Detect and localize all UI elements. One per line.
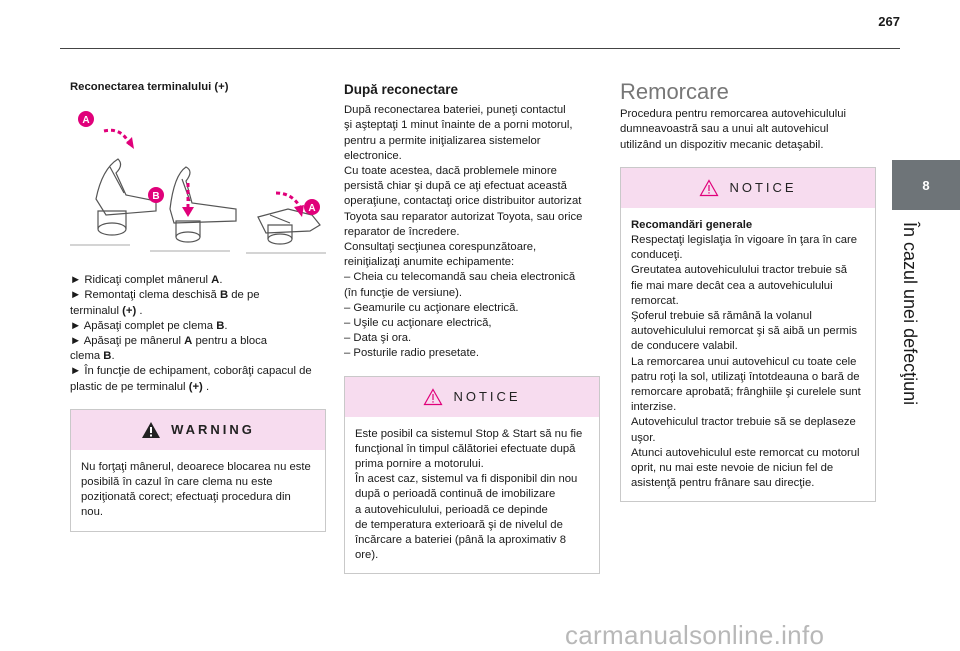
notice-line: Greutatea autovehiculului tractor trebuie să [631,264,848,277]
text-line: Toyota sau reparator autorizat Toyota, sau orice [344,210,583,223]
section-title-after-reconnect: După reconectare [344,82,459,97]
step-line: ► Apăsaţi complet pe clema B. [70,319,228,332]
notice-line: asistenţă pentru frânare sau direcţie. [631,477,815,490]
column-towing [620,79,876,502]
notice-line: oprit, nu mai este nevoie de niciun fel de [631,462,834,475]
warning-line: posibilă în cazul în care clema nu este [81,476,273,489]
warning-title: WARNING [171,422,255,438]
warning-line: Nu forţaţi mânerul, deoarece blocarea nu este [81,460,311,473]
text-line: dumneavoastră sau a unui alt autovehicul [620,123,829,136]
text-line: – Data şi ora. [344,332,412,345]
warning-text [71,450,325,521]
notice-line: încărcare a bateriei (până la aproximativ 8 [355,534,566,547]
notice-heading: Recomandări generale [631,218,753,231]
step-line: plastic de pe terminalul (+) . [70,380,210,393]
text-line: pentru a permite iniţializarea sistemelor [344,134,541,147]
notice-title: NOTICE [453,389,521,405]
notice-line: a autovehiculului, perioadă ce depinde [355,503,548,516]
notice-text [345,417,599,564]
text-line: şi aşteptaţi 1 minut înainte de a porni motorul, [344,119,573,132]
notice-line: după o perioadă continuă de imobilizare [355,488,556,501]
notice-line: conduceţi. [631,249,683,262]
text-line: – Cheia cu telecomandă sau cheia electronică [344,271,576,284]
text-line: operaţiune, contactaţi orice distribuitor autorizat [344,195,582,208]
notice-line: Respectaţi legislaţia în vigoare în ţara în care [631,234,858,247]
text-line: După reconectarea bateriei, puneţi contactul [344,104,566,117]
notice-line: de temperatura exterioară şi de nivelul de [355,518,563,531]
watermark: carmanualsonline.info [565,620,825,650]
notice-text [621,208,875,492]
illus-label-a2: A [308,203,316,215]
notice-line: uşor. [631,431,656,444]
notice-box-stop-start [344,376,600,575]
text-line: – Posturile radio presetate. [344,347,480,360]
step-line: ► În funcţie de echipament, coborâţi capacul de [70,365,312,378]
notice-triangle-icon [423,388,443,406]
column-reconnect-terminal [70,80,326,532]
warning-box [70,409,326,532]
notice-line: remorcat. [631,294,679,307]
chapter-number: 8 [922,177,930,193]
chapter-title: În cazul unei defecţiuni [900,222,920,406]
warning-line: poziţionată corect; efectuaţi procedura din [81,491,291,504]
notice-line: patru roţi la sol, utilizaţi întotdeauna o bară de [631,370,860,383]
step-line: ► Ridicaţi complet mânerul A. [70,274,223,287]
notice-line: În acest caz, sistemul va fi disponibil din nou [355,473,578,486]
page-number: 267 [878,14,900,29]
notice-line: funcţional în timpul călătoriei efectuate după [355,442,576,455]
section-title-towing: Remorcare [620,79,729,104]
text-line: Procedura pentru remorcarea autovehiculului [620,108,847,121]
notice-line: Şoferul trebuie să rămână la volanul [631,310,812,323]
column-after-reconnect [344,82,600,574]
step-line: ► Apăsaţi pe mânerul A pentru a bloca [70,335,268,348]
notice-line: autovehiculului remorcat şi să aibă un permis [631,325,858,338]
notice-box-towing [620,167,876,503]
notice-line: interzise. [631,401,677,414]
after-reconnect-text [344,103,600,361]
text-line: Cu toate acestea, dacă problemele minore [344,165,557,178]
notice-header [345,377,599,417]
notice-line: Este posibil ca sistemul Stop & Start să nu fie [355,427,583,440]
text-line: electronice. [344,149,402,162]
text-line: utilizând un dispozitiv mecanic detaşabil. [620,138,824,151]
clamp-drawing [70,109,326,259]
notice-line: La remorcarea unui autovehicul cu toate cele [631,355,857,368]
step-line: clema B. [70,350,115,363]
text-line: Consultaţi secţiunea corespunzătoare, [344,241,537,254]
notice-header [621,168,875,208]
notice-line: Atunci autovehiculul este remorcat cu motorul [631,446,860,459]
text-line: persistă chiar şi după ce aţi efectuat această [344,180,567,193]
warning-header [71,410,325,450]
warning-line: nou. [81,506,103,519]
step-line: terminalul (+) . [70,304,143,317]
text-line: reiniţializaţi anumite echipamente: [344,256,515,269]
towing-intro [620,107,876,153]
notice-title: NOTICE [729,180,797,196]
text-line: (în funcţie de versiune). [344,286,463,299]
step-list [70,273,326,395]
notice-line: remorcare aprobată; frânghiile şi curelele sunt [631,386,861,399]
text-line: – Geamurile cu acţionare electrică. [344,301,519,314]
notice-line: ore). [355,549,379,562]
step-line: ► Remontaţi clema deschisă B de pe [70,289,260,302]
warning-triangle-icon [141,421,161,439]
text-line: reparator de încredere. [344,225,460,238]
illus-label-a1: A [82,115,90,127]
notice-line: prima pornire a motorului. [355,458,484,471]
battery-clamp-illustration [70,109,326,259]
notice-line: fie mai mare decât cea a autovehiculului [631,279,833,292]
section-title-reconnect: Reconectarea terminalului (+) [70,81,229,93]
top-rule [60,48,900,49]
notice-line: Autovehiculul tractor trebuie să se deplaseze [631,416,856,429]
notice-triangle-icon [699,179,719,197]
text-line: – Uşile cu acţionare electrică, [344,317,492,330]
notice-line: de conducere valabil. [631,340,738,353]
illus-label-b: B [152,191,160,203]
